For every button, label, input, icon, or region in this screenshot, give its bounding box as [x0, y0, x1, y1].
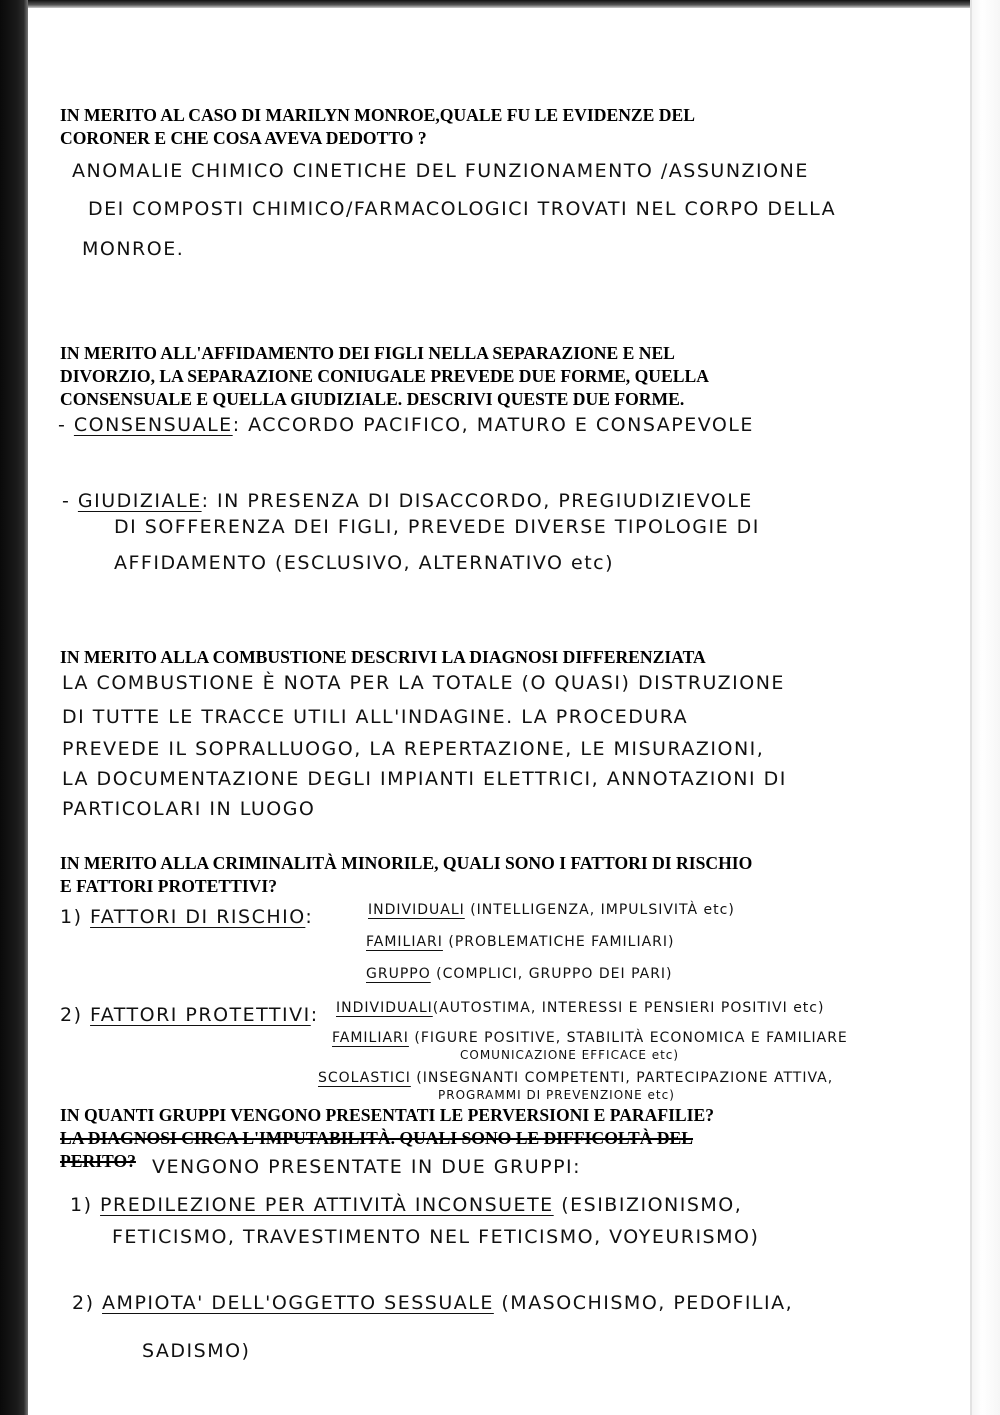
q4-protective-individual-text: (AUTOSTIMA, INTERESSI E PENSIERI POSITIVI etc)	[432, 1000, 825, 1016]
q4-protective-school	[318, 1070, 833, 1086]
q4-protective-family-text: (FIGURE POSITIVE, STABILITÀ ECONOMICA E FAMILIARE	[408, 1030, 848, 1046]
q1-title-line1: IN MERITO AL CASO DI MARILYN MONROE,QUALE FU LE EVIDENZE DEL	[60, 105, 695, 125]
q2-title-line2: DIVORZIO, LA SEPARAZIONE CONIUGALE PREVEDE DUE FORME, QUELLA	[60, 366, 709, 386]
q3-title: IN MERITO ALLA COMBUSTIONE DESCRIVI LA DIAGNOSI DIFFERENZIATA	[60, 647, 706, 667]
q5-group1-label: PREDILEZIONE PER ATTIVITÀ INCONSUETE	[100, 1194, 554, 1216]
q1-answer-line1: ANOMALIE CHIMICO CINETICHE DEL FUNZIONAMENTO /ASSUNZIONE	[72, 160, 809, 182]
q4-protective-school-text: (INSEGNANTI COMPETENTI, PARTECIPAZIONE ATTIVA,	[410, 1070, 834, 1086]
q4-protective-individual-label: INDIVIDUALI	[336, 1000, 433, 1016]
scan-right-edge	[970, 0, 1000, 1415]
q4-risk-label: FATTORI DI RISCHIO	[90, 906, 306, 928]
q4-title-line1: IN MERITO ALLA CRIMINALITÀ MINORILE, QUALI SONO I FATTORI DI RISCHIO	[60, 853, 753, 873]
q4-risk-group	[366, 966, 673, 982]
q4-protective-separator: :	[310, 1004, 319, 1026]
q2-title-line3: CONSENSUALE E QUELLA GIUDIZIALE. DESCRIVI QUESTE DUE FORME.	[60, 389, 685, 409]
q4-protective-individual	[336, 1000, 824, 1016]
q3-answer-line4: LA DOCUMENTAZIONE DEGLI IMPIANTI ELETTRICI, ANNOTAZIONI DI	[62, 768, 787, 790]
q5-group2	[72, 1292, 793, 1314]
q4-risk-family	[366, 934, 675, 950]
q1-answer-line3: MONROE.	[82, 238, 185, 260]
scan-left-edge	[0, 0, 28, 1415]
q4-risk-individual	[368, 902, 735, 918]
q5-group2-number: 2)	[72, 1292, 103, 1314]
q4-title-line2: E FATTORI PROTETTIVI?	[60, 876, 278, 896]
q2-consensuale-label: CONSENSUALE	[73, 414, 233, 436]
q5-group2-label: AMPIOTA' DELL'OGGETTO SESSUALE	[102, 1292, 494, 1314]
q3-answer-line3: PREVEDE IL SOPRALLUOGO, LA REPERTAZIONE, LE MISURAZIONI,	[62, 738, 765, 760]
q4-risk-number: 1)	[60, 906, 91, 928]
q4-protective-family	[332, 1030, 848, 1046]
q2-consensuale-answer: - CONSENSUALE: ACCORDO PACIFICO, MATURO E CONSAPEVOLE	[58, 414, 754, 436]
q4-protective-family-label: FAMILIARI	[332, 1030, 409, 1046]
q4-protective-label: FATTORI PROTETTIVI	[90, 1004, 311, 1026]
q2-giudiziale-line2: DI SOFFERENZA DEI FIGLI, PREVEDE DIVERSE TIPOLOGIE DI	[114, 516, 760, 538]
q5-group2-line2: SADISMO)	[142, 1340, 251, 1362]
q4-protective-school-text2: PROGRAMMI DI PREVENZIONE etc)	[438, 1088, 675, 1102]
q4-risk-individual-text: (INTELLIGENZA, IMPULSIVITÀ etc)	[464, 902, 735, 918]
q4-protective-row	[60, 1004, 319, 1026]
q1-title-line2: CORONER E CHE COSA AVEVA DEDOTTO ?	[60, 128, 427, 148]
q3-answer-line1: LA COMBUSTIONE È NOTA PER LA TOTALE (O QUASI) DISTRUZIONE	[62, 672, 785, 694]
q4-risk-group-label: GRUPPO	[366, 966, 431, 982]
q5-title: IN QUANTI GRUPPI VENGONO PRESENTATI LE PERVERSIONI E PARAFILIE?	[60, 1105, 715, 1125]
q5-group1-number: 1)	[70, 1194, 101, 1216]
q5-struck-line1: LA DIAGNOSI CIRCA L'IMPUTABILITÀ. QUALI SONO LE DIFFICOLTÀ DEL	[60, 1128, 694, 1148]
q1-answer-line2: DEI COMPOSTI CHIMICO/FARMACOLOGICI TROVATI NEL CORPO DELLA	[88, 198, 837, 220]
q2-giudiziale-text: : IN PRESENZA DI DISACCORDO, PREGIUDIZIEVOLE	[201, 490, 753, 512]
q4-risk-family-text: (PROBLEMATICHE FAMILIARI)	[442, 934, 675, 950]
q3-answer-line5: PARTICOLARI IN LUOGO	[62, 798, 316, 820]
q5-group1	[70, 1194, 742, 1216]
q5-group2-text: (MASOCHISMO, PEDOFILIA,	[493, 1292, 794, 1314]
q2-giudiziale-line3: AFFIDAMENTO (ESCLUSIVO, ALTERNATIVO etc)	[114, 552, 614, 574]
q5-group1-line2: FETICISMO, TRAVESTIMENTO NEL FETICISMO, VOYEURISMO)	[112, 1226, 760, 1248]
q4-risk-row	[60, 906, 313, 928]
scan-top-edge	[0, 0, 1000, 8]
q3-answer-line2: DI TUTTE LE TRACCE UTILI ALL'INDAGINE. LA PROCEDURA	[62, 706, 689, 728]
q2-giudiziale-label: GIUDIZIALE	[77, 490, 202, 512]
q5-group1-text: (ESIBIZIONISMO,	[553, 1194, 743, 1216]
q5-struck-line2: PERITO?	[60, 1151, 136, 1171]
q5-answer-intro: VENGONO PRESENTATE IN DUE GRUPPI:	[152, 1156, 582, 1178]
q4-protective-number: 2)	[60, 1004, 91, 1026]
q2-consensuale-text: : ACCORDO PACIFICO, MATURO E CONSAPEVOLE	[232, 414, 754, 436]
q2-title-line1: IN MERITO ALL'AFFIDAMENTO DEI FIGLI NELLA SEPARAZIONE E NEL	[60, 343, 675, 363]
q4-protective-school-label: SCOLASTICI	[318, 1070, 411, 1086]
q4-protective-family-text2: COMUNICAZIONE EFFICACE etc)	[460, 1048, 680, 1062]
q4-risk-separator: :	[305, 906, 314, 928]
q4-risk-group-text: (COMPLICI, GRUPPO DEI PARI)	[430, 966, 673, 982]
scan-fold-line	[970, 0, 972, 1415]
q4-risk-individual-label: INDIVIDUALI	[368, 902, 465, 918]
q4-risk-family-label: FAMILIARI	[366, 934, 443, 950]
q2-giudiziale-answer: - GIUDIZIALE: IN PRESENZA DI DISACCORDO, PREGIUDIZIEVOLE	[62, 490, 753, 512]
